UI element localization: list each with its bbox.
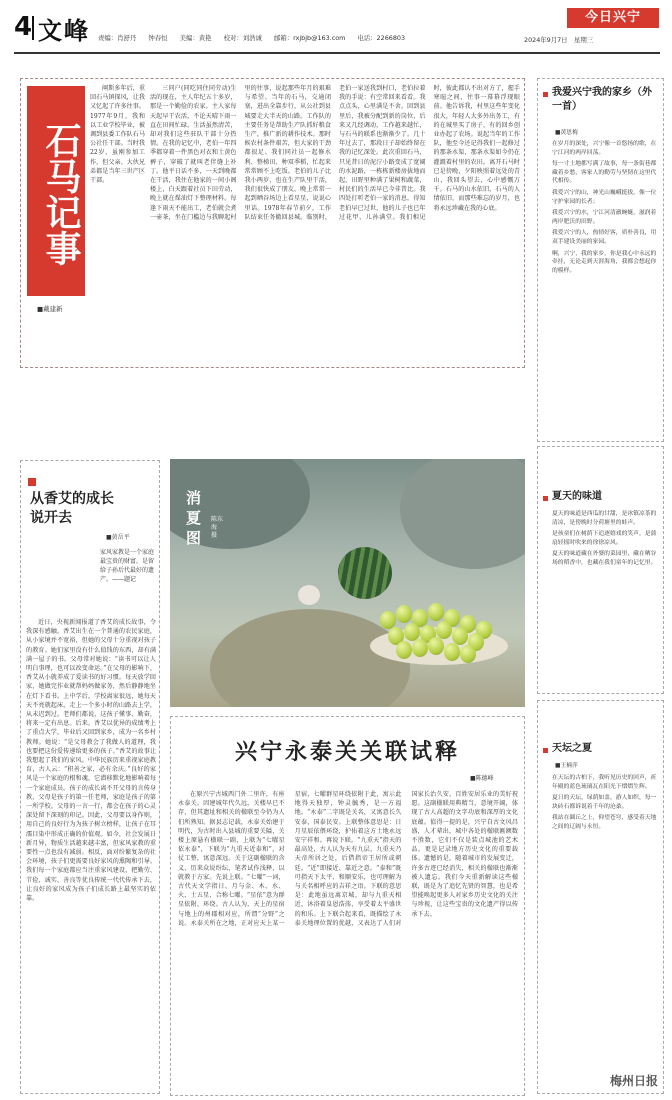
article-body-1: 三同户(同吃同住同劳动)生活的现在，主人年纪五十多岁，那是一个勤俭的农家。主人家每天起早干农活，不论天晴下雨一直在田间忙碌。生活虽然清苦，却对我们这些驻队干部十分热情。在我的记忆中，老伯一年四季都穿着一件黑色对衣和土黄色裤子，穿破了就叫老伴缝上补丁。他平日话不多，一天到晚都在干活，我住在他家的一间小阁楼上，白天跟着社员下田劳动，晚上就在煤油灯下整理材料。每逢下雨天不能出工，老伯就会煮一壶茶，坐在门槛边与我聊起村里的往事，说起那些年月的艰难与希望。当年的石马，交通闭塞，进出全靠步行，从公社到县城要走大半天的山路。工作队的主要任务是帮助生产队抓好粮食生产，推广新的耕作技术。那时候农村条件艰苦，但大家的干劲都很足。我们同社员一起修水利、整梯田、种双季稻，忙起来常常顾不上吃饭。老伯的儿子比我小两岁，也在生产队里干活，我们很快成了朋友，晚上常常一起到晒谷场边上看星星，说说心里话。1978年春节前夕，工作队结束任务撤回县城。临别时，老伯一家送我到村口，老伯拉着我的手说：有空常回来看看。我点点头，心里满是不舍。回到县里后，我被分配到新的岗位，后来又几经调动，工作越来越忙，与石马的联系也渐渐少了。几十年过去了，那段日子却始终留在我的记忆深处。此次重回石马，只见昔日的泥泞小路变成了宽阔的水泥路，一栋栋新楼房拔地而起，田野里种满了果树和蔬菜，村民们的生活早已今非昔比。我四处打听老伯一家的消息，得知老伯早已过世，他的儿子也已年过花甲，儿孙满堂。我们相见时，彼此都认不出对方了，握手寒暄之间，往事一幕幕浮现眼前。他告诉我，村里这些年变化很大，年轻人大多外出务工，有的在城里买了房子，有的回乡创业办起了农场。说起当年的工作队，他至今还记得我们一起修过的那条水渠，那条水渠如今仍在灌溉着村里的农田。离开石马时已是傍晚，夕阳映照着远处的青山，我回头望去，心中感慨万千。石马的山水依旧，石马的人情依旧，而那些难忘的岁月，也将永远珍藏在我的心底。	[150, 85, 520, 221]
stanza: 每一寸土地都写满了故事，每一条街巷都藏着乡愁，客家人的勤劳与坚韧在这里代代相传。	[552, 161, 657, 185]
grape	[460, 645, 476, 663]
grape	[444, 643, 460, 661]
stanza: 啊，兴宁，我的家乡，你是我心中永远的牵挂，无论走到天涯海角，我都会想起你的模样。	[552, 250, 657, 274]
title-marker	[28, 478, 36, 486]
poem-title-1: 我爱兴宁我的家乡（外一首）	[552, 87, 652, 112]
stanza: 我爱兴宁的水，宁江河清澈蜿蜒，滋润着两岸肥沃的田野。	[552, 210, 657, 225]
article-body-2: 近日，央视新闻报道了香艾的成长故事，令我深有感触。香艾出生在一个普通的农民家庭，从小家境并不宽裕，但她的父母十分重视对孩子的教育。她们家里没有什么值钱的东西，却有满满一屋子的书。父母常对她说：“读书可以让人明白事理，也可以改变命运。”在父母的影响下，香艾从小就养成了爱读书的好习惯。每天放学回家，她做完作业就帮妈妈做家务，然后静静地坐在灯下看书。上中学后，学校离家很远，她每天天不亮就起床，走上一个多小时的山路去上学，从未迟到过。老师们都说，这孩子懂事、勤奋，将来一定有出息。后来，香艾以优异的成绩考上了重点大学，毕业后又回到家乡，成为一名乡村教师。她说：“是父母教会了我做人的道理，我也要把这份爱传递给更多的孩子。”香艾的故事让我想起了我们的家风。中华民族历来重视家庭教育，古人云：“积善之家，必有余庆。”良好的家风是一个家庭的根和魂，它潜移默化地影响着每一个家庭成员。孩子的成长离不开父母的言传身教，父母是孩子的第一任老师，家庭是孩子的第一所学校。父母的一言一行，都会在孩子的心灵深处留下深刻的印记。因此，父母要以身作则，用自己的良好行为为孩子树立榜样，让孩子在耳濡目染中形成正确的价值观。如今，社会发展日新月异，物质生活越来越丰富，但家风家教的重要性一点也没有减弱。相反，面对纷繁复杂的社会环境，孩子们更需要良好家风的熏陶和引导。我们每一个家庭都应当注重家风建设，把勤劳、节俭、诚实、善良等优良传统一代代传承下去，让良好的家风成为孩子们成长路上最坚实的依靠。	[26, 619, 156, 903]
epigraph: 家风家教是一个家庭最宝贵的财富，是留给子孙后代最好的遗产。——题记	[100, 549, 155, 583]
header-rule	[14, 52, 660, 54]
grape	[452, 627, 468, 645]
grape	[396, 605, 412, 623]
phone: 电话：2266803	[357, 34, 406, 42]
photo-title: 消夏图	[186, 489, 202, 547]
stanza: 是孩童们在树荫下追逐嬉戏的笑声，是蒲扇轻摇时吹来的徐徐凉风。	[552, 531, 657, 546]
grape	[436, 621, 452, 639]
section-title: 文峰	[38, 17, 90, 45]
stanza: 我爱兴宁的山，神光山巍峨挺拔，像一位守护家园的长者；	[552, 189, 657, 205]
article-author-1: ■戴建新	[37, 305, 63, 313]
editor-1: 责编：肖舒丹	[98, 34, 137, 42]
grape	[396, 641, 412, 659]
newspaper-logo: 今日兴宁	[567, 8, 659, 28]
poem-title-2: 夏天的味道	[552, 491, 602, 502]
page-number: 4	[14, 12, 33, 42]
article-author-3: ■陈德峰	[470, 775, 494, 782]
editor-2: 钟春恒	[148, 34, 168, 42]
stanza: 夏天的味道是西瓜的甘甜，是冰镇凉茶的清凉，是傍晚时分荷塘里的蛙声。	[552, 511, 657, 526]
watermelon	[338, 547, 392, 599]
poem-body-2	[552, 510, 658, 690]
article-title-1: 石马记事	[27, 86, 85, 296]
email: 邮箱：rxjbjb@163.com	[274, 34, 346, 42]
article-title-2-text: 从香艾的成长说开去	[30, 491, 114, 526]
poem-body-3	[552, 774, 658, 1068]
photo-credit: 陈东海 摄	[211, 516, 224, 539]
article-title-2	[30, 490, 122, 528]
poem-author-3: ■王楠萍	[555, 763, 578, 769]
editor-line	[98, 33, 415, 42]
grape	[412, 639, 428, 657]
article-body-1a	[28, 318, 145, 364]
watermark-logo: 梅州日报	[609, 1074, 658, 1088]
poem-title-3: 天坛之夏	[552, 743, 592, 754]
page-header	[14, 6, 660, 50]
photo-still-life	[170, 459, 525, 707]
poem-author-1: ■黄思梅	[555, 130, 578, 136]
header-divider	[32, 16, 34, 40]
title-marker	[543, 496, 548, 501]
title-marker	[543, 748, 548, 753]
article-intro-1: 阐斯多年后，重回石马镇探风，让我又忆起了许多往事。1977年9月，我和以工业学校毕业，被调到县委工作队石马公社任干部。当时我22岁，虽刚参加工作，但父亲、大伙兄弟都是当年三世产区干部。	[90, 85, 145, 185]
rock-shape	[400, 459, 525, 569]
stanza: 我站在圜丘之上，仰望苍穹，感受着天地之间的辽阔与永恒。	[552, 815, 657, 830]
grape	[428, 603, 444, 621]
article-body-3: 在原兴宁古城西门外二里许，有座永泰关。因建城年代久远，关楼早已不存，但其遗址和相关的楹联至今仍为人们所熟知。据县志记载，永泰关始建于明代，为古时出入县城的重要关隘，关楼上原悬有楹联一副，上联为“七曜星依永泰”，下联为“九重天近泰和”，对仗工整，寓意深远。关于这副楹联的含义，历来众说纷纭，笔者试作浅释，以就教于方家。先说上联。“七曜”一词，古代天文学指日、月与金、木、水、火、土五星，合称七曜。“星依”意为群星依附、环绕。古人认为，天上的星宿与地上的州郡相对应，所谓“分野”之说。永泰关所在之地，正对应天上某一星宿，七曜群星环绕依附于此，寓示此地得天独厚，钟灵毓秀，是一方福地。“永泰”二字既是关名，又寓意长久安泰，国泰民安。上联整体意思是：日月星辰依偎环绕，护佑着这方土地永远安宁祥和。再说下联。“九重天”指天的最高处，古人认为天有九层，九重天乃天帝所居之处，后借指帝王居所或朝廷。“近”即接近、靠近之意。“泰和”既可指天下太平、和顺安乐，也可理解为与关名相呼应的吉祥之语。下联的意思是：此地虽远离京城，却与九重天相近，沐浴着皇恩浩荡，享受着太平盛世的和乐。上下联合起来看，既描绘了永泰关地理位置的优越，又表达了人们对国家长治久安、百姓安居乐业的美好祝愿。这副楹联用典精当，意境开阔，体现了古人高超的文字功底和深厚的文化底蕴。值得一提的是，兴宁自古文风昌盛，人才辈出，城中各处的楹联匾额数不胜数，它们不仅是装点城池的艺术品，更是记录地方历史文化的重要载体。遗憾的是，随着城市的发展变迁，许多古迹已经消失，相关的楹联也渐渐被人遗忘。我们今天重新解读这些楹联，既是为了追忆先贤的智慧，也是希望能唤起更多人对家乡历史文化的关注与珍视，让这些宝贵的文化遗产得以传承下去。	[178, 791, 518, 927]
stanza: 在天坛的古柏下，我听见历史的回声，祈年殿的蓝色琉璃瓦在阳光下熠熠生辉。	[552, 775, 657, 790]
article-title-3: 兴宁永泰关关联试释	[234, 740, 460, 765]
stone-egg	[298, 585, 320, 605]
title-marker	[543, 92, 548, 97]
stanza: 我爱兴宁的人，热情好客，质朴善良，用双手建设美丽的家园。	[552, 230, 657, 245]
stanza: 夏天的味道藏在外婆的菜园里，藏在晒谷场的稻香中，也藏在我们童年的记忆里。	[552, 551, 657, 566]
grape	[428, 637, 444, 655]
proofreader: 校对：刘浩诚	[223, 34, 262, 42]
stanza: 在岁月的深处，兴宁像一首悠扬的歌，在宁江河的两岸回荡。	[552, 141, 657, 156]
issue-date: 2024年9月7日 星期三	[524, 36, 594, 44]
article-author-2: ■黄岳平	[106, 534, 130, 541]
poem-body-1	[552, 140, 658, 436]
designer: 美编：黄艳	[179, 34, 212, 42]
stanza: 夏日的天坛，绿荫如盖，游人如织，每一块砖石都诉说着千年的沧桑。	[552, 795, 657, 810]
